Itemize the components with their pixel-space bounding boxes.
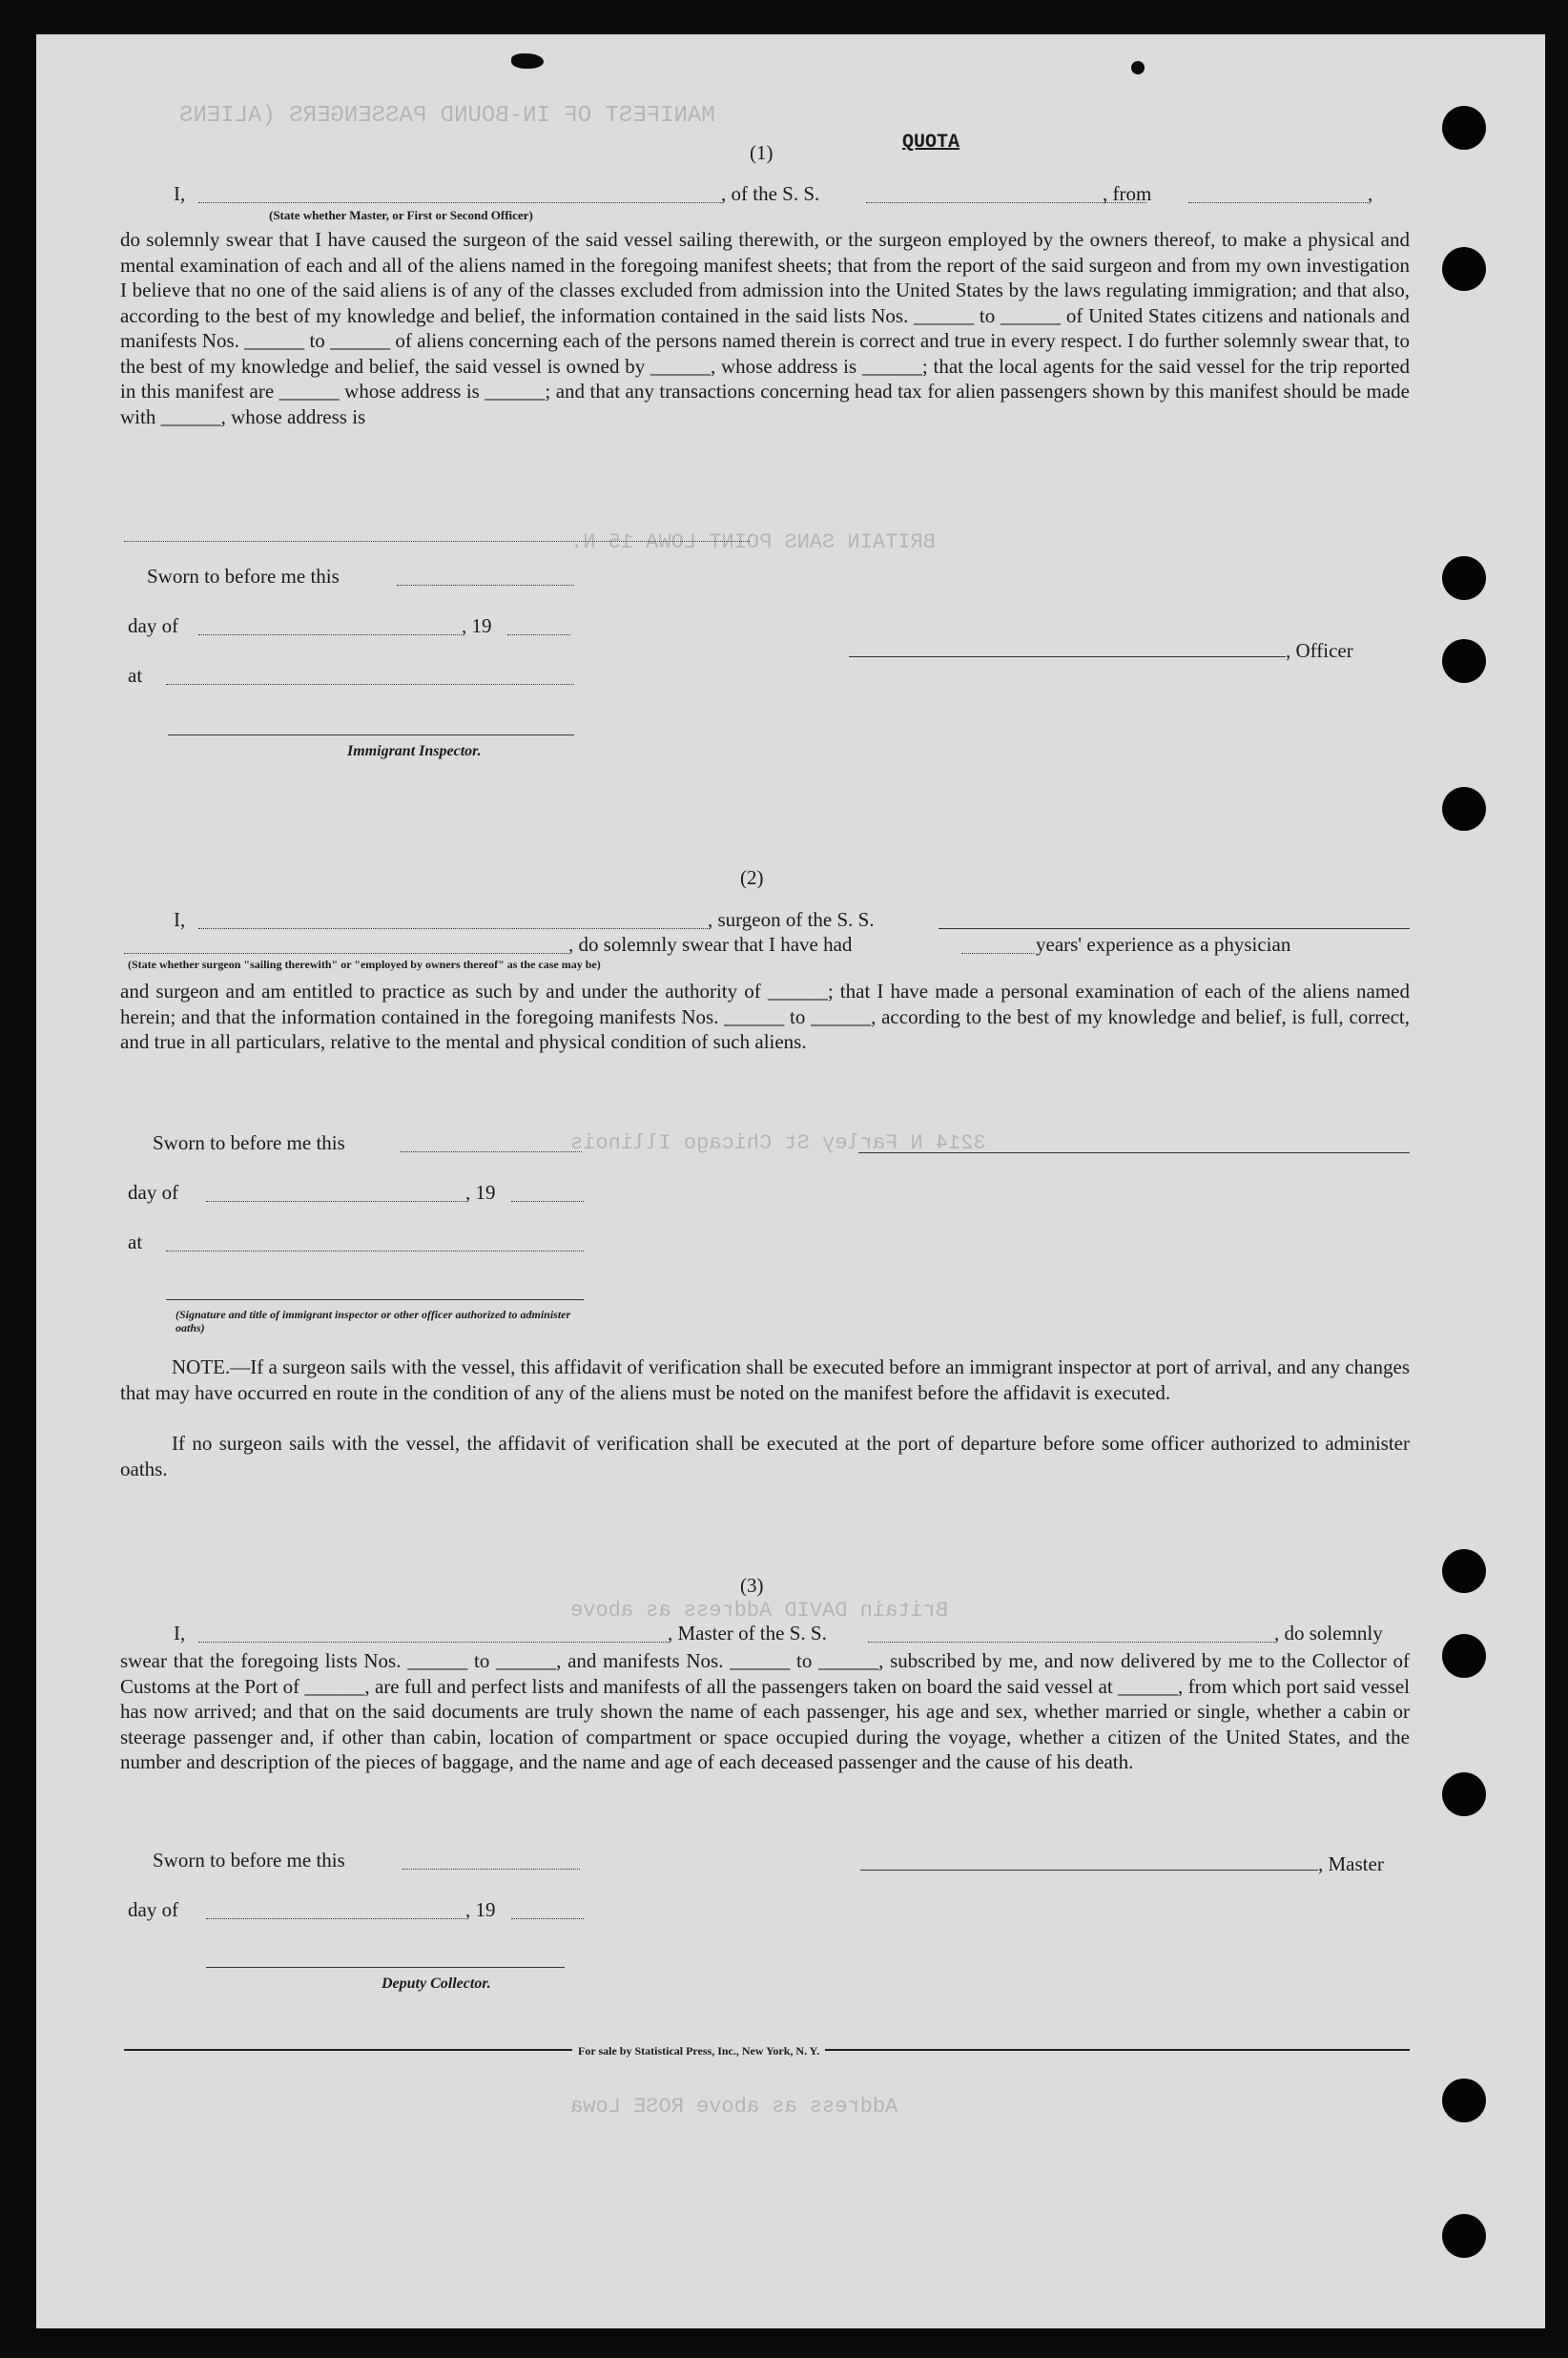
s3-master-of-label: , Master of the S. S. <box>668 1622 827 1644</box>
s2-surgeon-signature-line[interactable] <box>858 1152 1410 1153</box>
binder-hole-icon <box>1442 1772 1486 1816</box>
binder-hole-icon <box>1442 1549 1486 1593</box>
s2-inspector-signature-line[interactable] <box>166 1299 584 1300</box>
s1-inspector-caption: Immigrant Inspector. <box>347 743 482 759</box>
s1-sworn-date-field[interactable] <box>397 585 574 586</box>
bleed-through-text: Britain DAVID Address as above <box>570 1599 949 1623</box>
s2-years-label: years' experience as a physician <box>1036 933 1291 956</box>
bleed-through-text: BRITAIN SANS POINT LOWA 15 N. <box>570 530 936 554</box>
bleed-through-text: MANIFEST OF IN-BOUND PASSENGERS (ALIENS <box>179 103 715 129</box>
s3-month-field[interactable] <box>206 1918 465 1919</box>
s3-master-label: , Master <box>1318 1852 1384 1875</box>
s1-at-field[interactable] <box>166 684 574 685</box>
s2-i-label: I, <box>174 908 186 931</box>
s2-note-2: If no surgeon sails with the vessel, the affidavit of verification shall be executed at the port of departure before some officer authorized to administer oaths. <box>120 1432 1410 1480</box>
s2-note-1: NOTE.—If a surgeon sails with the vessel, this affidavit of verification shall be executed before an immigrant inspector at port of arrival, and any changes that may have occurred en route in the condition of any of the aliens must be noted on the manifest before the affidavit is executed. <box>120 1355 1410 1404</box>
s2-years-field[interactable] <box>961 953 1034 954</box>
binder-hole-icon <box>1442 2079 1486 2122</box>
s1-year-field[interactable] <box>507 634 570 635</box>
s2-sworn-label: Sworn to before me this <box>153 1131 345 1154</box>
binder-hole-icon <box>1442 106 1486 150</box>
s1-at-label: at <box>128 664 143 687</box>
s1-i-label: I, <box>174 182 186 205</box>
s2-sig-caption: (Signature and title of immigrant inspector or other officer authorized to administer oaths) <box>175 1308 571 1334</box>
s1-officer-name-field[interactable] <box>198 202 721 203</box>
binder-hole-icon <box>1442 2214 1486 2258</box>
s3-year-label: , 19 <box>465 1898 496 1921</box>
quota-stamp: QUOTA <box>902 132 960 154</box>
s3-master-signature-line[interactable] <box>860 1870 1318 1871</box>
s1-state-caption: (State whether Master, or First or Second Officer) <box>269 208 533 222</box>
s3-i-label: I, <box>174 1622 186 1644</box>
s1-inspector-signature-line[interactable] <box>168 734 574 735</box>
s3-sworn-label: Sworn to before me this <box>153 1849 345 1872</box>
section-1-number: (1) <box>750 141 774 164</box>
binder-hole-icon <box>1442 1634 1486 1678</box>
s1-day-of-label: day of <box>128 614 179 637</box>
s3-year-field[interactable] <box>511 1918 584 1919</box>
s2-state-caption: (State whether surgeon "sailing therewith" or "employed by owners thereof" as the case may be) <box>128 958 601 971</box>
s3-swear-label: , do solemnly <box>1274 1622 1383 1644</box>
ink-blot-icon <box>511 53 544 69</box>
binder-hole-icon <box>1442 639 1486 683</box>
s2-month-field[interactable] <box>206 1201 465 1202</box>
s2-year-label: , 19 <box>465 1181 496 1204</box>
s1-from-port-field[interactable] <box>1188 202 1368 203</box>
s3-sworn-date-field[interactable] <box>402 1869 580 1870</box>
s1-officer-label: , Officer <box>1286 639 1353 662</box>
s1-address-field[interactable] <box>124 541 750 542</box>
s3-collector-signature-line[interactable] <box>206 1967 565 1968</box>
s1-oath-body: do solemnly swear that I have caused the surgeon of the said vessel sailing therewith, or the surgeon employed by the owners thereof, to make a physical and mental examination of each and all of the aliens named in the foregoing manifest sheets; that from the report of the said surgeon and from my own investigation I believe that no one of the said aliens is of any of the classes excluded from admission into the United States by the laws regulating immigration; and that also, according to the best of my knowledge and belief, the information contained in the said lists Nos. ______ to ______ of United States citizens and nationals and manifests Nos. ______ to ______ of aliens concerning each of the persons named therein is correct and true in every respect. I do further solemnly swear that, to the best of my knowledge and belief, the said vessel is owned by ______, whose address is ______; that the local agents for the said vessel for the trip reported in this manifest are ______ whose address is ______; and that any transactions concerning head tax for alien passengers shown by this manifest should be made with ______, whose address is <box>120 228 1410 428</box>
s1-year-label: , 19 <box>462 614 492 637</box>
s3-master-name-field[interactable] <box>198 1642 668 1643</box>
s2-surgeon-name-field[interactable] <box>198 928 708 929</box>
s2-surgeon-of-label: , surgeon of the S. S. <box>708 908 875 931</box>
s1-officer-signature-line[interactable] <box>849 656 1286 657</box>
s2-day-of-label: day of <box>128 1181 179 1204</box>
s3-collector-caption: Deputy Collector. <box>382 1975 491 1992</box>
section-2-number: (2) <box>740 866 764 889</box>
s1-sworn-label: Sworn to before me this <box>147 565 340 588</box>
s3-vessel-name-field[interactable] <box>868 1642 1274 1643</box>
binder-hole-icon <box>1442 787 1486 831</box>
s1-month-field[interactable] <box>198 634 462 635</box>
s1-from-label: , from <box>1103 182 1152 205</box>
s1-of-ss-label: , of the S. S. <box>721 182 820 205</box>
s2-sworn-date-field[interactable] <box>401 1151 582 1152</box>
s1-comma: , <box>1368 182 1373 205</box>
bleed-through-text: 3214 N Farley St Chicago Illinois <box>570 1131 986 1155</box>
s2-oath-body: and surgeon and am entitled to practice as such by and under the authority of ______; that I have made a personal examination of each of the aliens named herein; and that the information contained in the foregoing manifests Nos. ______ to ______, according to the best of my knowledge and belief, is full, correct, and true in all particulars, relative to the mental and physical condition of such aliens. <box>120 980 1410 1053</box>
s2-swear-label: , do solemnly swear that I have had <box>568 933 853 956</box>
binder-hole-icon <box>1442 556 1486 600</box>
section-3-number: (3) <box>740 1574 764 1597</box>
bleed-through-text: Address as above ROSE Lowa <box>570 2095 898 2119</box>
s2-year-field[interactable] <box>511 1201 584 1202</box>
manifest-affidavit-page <box>36 34 1545 2328</box>
s2-at-label: at <box>128 1231 143 1253</box>
printer-credit: For sale by Statistical Press, Inc., New York, N. Y. <box>572 2045 825 2057</box>
s2-vessel-name-field[interactable] <box>939 928 1410 929</box>
s3-day-of-label: day of <box>128 1898 179 1921</box>
s2-capacity-field[interactable] <box>124 953 568 954</box>
s3-oath-body: swear that the foregoing lists Nos. ______ to ______, and manifests Nos. ______ to ______, subscribed by me, and now delivered by me to the Collector of Customs at the Port of ______, are full and perfect lists and manifests of all the passengers taken on board the said vessel at ______, from which port said vessel has now arrived; and that on the said documents are truly shown the name of each passenger, his age and sex, whether married or single, whether a cabin or steerage passenger and, if other than cabin, location of compartment or space occupied during the voyage, whether a citizen of the United States, and the number and description of the pieces of baggage, and the name and age of each deceased passenger and the cause of his death. <box>120 1649 1410 1773</box>
ink-blot-icon <box>1131 61 1145 74</box>
binder-hole-icon <box>1442 247 1486 291</box>
